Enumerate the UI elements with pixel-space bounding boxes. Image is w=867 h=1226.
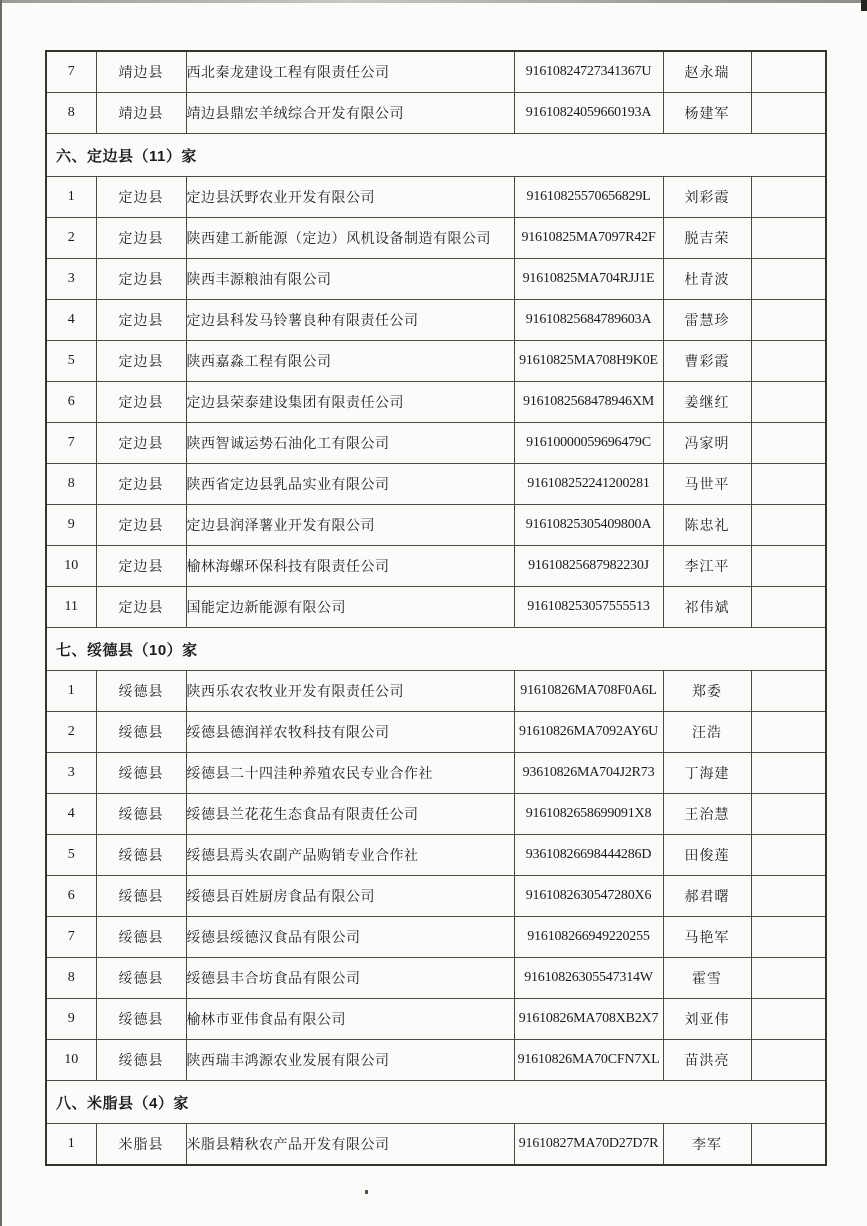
cell-row-number: 1 xyxy=(46,1124,96,1166)
cell-person-name: 祁伟斌 xyxy=(663,587,751,628)
cell-county: 定边县 xyxy=(96,177,186,218)
cell-empty xyxy=(751,794,826,835)
cell-person-name: 赵永瑞 xyxy=(663,51,751,93)
cell-row-number: 10 xyxy=(46,546,96,587)
cell-company-name: 陕西嘉淼工程有限公司 xyxy=(186,341,514,382)
table-row xyxy=(46,958,826,999)
cell-county: 绥德县 xyxy=(96,671,186,712)
scan-edge-left xyxy=(0,0,2,1226)
cell-company-name: 绥德县丰合坊食品有限公司 xyxy=(186,958,514,999)
cell-credit-code: 91610826MA70CFN7XL xyxy=(514,1040,663,1081)
cell-county: 靖边县 xyxy=(96,51,186,93)
cell-empty xyxy=(751,341,826,382)
table-row xyxy=(46,917,826,958)
cell-person-name: 刘亚伟 xyxy=(663,999,751,1040)
table-row xyxy=(46,712,826,753)
cell-county: 绥德县 xyxy=(96,999,186,1040)
cell-company-name: 陕西丰源粮油有限公司 xyxy=(186,259,514,300)
cell-empty xyxy=(751,999,826,1040)
cell-person-name: 郑委 xyxy=(663,671,751,712)
cell-company-name: 陕西建工新能源（定边）风机设备制造有限公司 xyxy=(186,218,514,259)
section-header: 七、绥德县（10）家 xyxy=(46,628,826,671)
cell-person-name: 杨建军 xyxy=(663,93,751,134)
cell-credit-code: 91610825MA708H9K0E xyxy=(514,341,663,382)
cell-county: 绥德县 xyxy=(96,876,186,917)
cell-county: 绥德县 xyxy=(96,1040,186,1081)
scan-speck xyxy=(365,1190,368,1194)
cell-person-name: 苗洪亮 xyxy=(663,1040,751,1081)
table-row xyxy=(46,177,826,218)
cell-county: 定边县 xyxy=(96,382,186,423)
cell-company-name: 绥德县绥德汉食品有限公司 xyxy=(186,917,514,958)
cell-county: 绥德县 xyxy=(96,835,186,876)
cell-company-name: 米脂县精秋农产品开发有限公司 xyxy=(186,1124,514,1166)
cell-row-number: 1 xyxy=(46,177,96,218)
cell-empty xyxy=(751,505,826,546)
cell-row-number: 4 xyxy=(46,794,96,835)
table-row xyxy=(46,300,826,341)
table-row xyxy=(46,464,826,505)
cell-county: 米脂县 xyxy=(96,1124,186,1166)
cell-row-number: 11 xyxy=(46,587,96,628)
cell-empty xyxy=(751,958,826,999)
cell-company-name: 国能定边新能源有限公司 xyxy=(186,587,514,628)
scan-corner-mark xyxy=(861,0,867,11)
cell-credit-code: 9161082630547280X6 xyxy=(514,876,663,917)
cell-company-name: 绥德县焉头农副产品购销专业合作社 xyxy=(186,835,514,876)
cell-empty xyxy=(751,546,826,587)
cell-company-name: 陕西智诚运势石油化工有限公司 xyxy=(186,423,514,464)
cell-person-name: 马艳军 xyxy=(663,917,751,958)
cell-company-name: 定边县科发马铃薯良种有限责任公司 xyxy=(186,300,514,341)
cell-credit-code: 91610825MA7097R42F xyxy=(514,218,663,259)
cell-credit-code: 91610825305409800A xyxy=(514,505,663,546)
cell-company-name: 榆林市亚伟食品有限公司 xyxy=(186,999,514,1040)
cell-empty xyxy=(751,712,826,753)
cell-empty xyxy=(751,177,826,218)
section-header: 八、米脂县（4）家 xyxy=(46,1081,826,1124)
cell-county: 绥德县 xyxy=(96,958,186,999)
table-row xyxy=(46,587,826,628)
cell-credit-code: 91610825687982230J xyxy=(514,546,663,587)
table-row xyxy=(46,546,826,587)
cell-empty xyxy=(751,300,826,341)
cell-row-number: 9 xyxy=(46,999,96,1040)
cell-empty xyxy=(751,1040,826,1081)
cell-county: 定边县 xyxy=(96,300,186,341)
section-header-row xyxy=(46,628,826,671)
cell-county: 绥德县 xyxy=(96,917,186,958)
cell-credit-code: 91610824059660193A xyxy=(514,93,663,134)
cell-row-number: 9 xyxy=(46,505,96,546)
cell-row-number: 5 xyxy=(46,341,96,382)
cell-county: 定边县 xyxy=(96,505,186,546)
cell-company-name: 绥德县兰花花生态食品有限责任公司 xyxy=(186,794,514,835)
cell-company-name: 陕西省定边县乳品实业有限公司 xyxy=(186,464,514,505)
cell-credit-code: 91610825MA704RJJ1E xyxy=(514,259,663,300)
cell-credit-code: 91610826MA708XB2X7 xyxy=(514,999,663,1040)
cell-person-name: 王治慧 xyxy=(663,794,751,835)
cell-empty xyxy=(751,917,826,958)
cell-empty xyxy=(751,423,826,464)
cell-person-name: 刘彩霞 xyxy=(663,177,751,218)
cell-credit-code: 91610824727341367U xyxy=(514,51,663,93)
cell-person-name: 马世平 xyxy=(663,464,751,505)
cell-person-name: 冯家明 xyxy=(663,423,751,464)
cell-county: 定边县 xyxy=(96,259,186,300)
cell-person-name: 李江平 xyxy=(663,546,751,587)
cell-credit-code: 91610825570656829L xyxy=(514,177,663,218)
cell-credit-code: 91610826305547314W xyxy=(514,958,663,999)
cell-empty xyxy=(751,753,826,794)
cell-empty xyxy=(751,876,826,917)
cell-empty xyxy=(751,587,826,628)
cell-credit-code: 916108253057555513 xyxy=(514,587,663,628)
cell-person-name: 丁海建 xyxy=(663,753,751,794)
cell-credit-code: 91610000059696479C xyxy=(514,423,663,464)
table-row xyxy=(46,999,826,1040)
scan-edge-top xyxy=(0,0,867,3)
cell-person-name: 姜继红 xyxy=(663,382,751,423)
cell-county: 绥德县 xyxy=(96,753,186,794)
cell-credit-code: 916108252241200281 xyxy=(514,464,663,505)
cell-county: 定边县 xyxy=(96,587,186,628)
cell-credit-code: 9161082568478946XM xyxy=(514,382,663,423)
cell-person-name: 李军 xyxy=(663,1124,751,1166)
cell-empty xyxy=(751,671,826,712)
cell-row-number: 7 xyxy=(46,917,96,958)
cell-person-name: 杜青波 xyxy=(663,259,751,300)
cell-company-name: 陕西瑞丰鸿源农业发展有限公司 xyxy=(186,1040,514,1081)
cell-row-number: 4 xyxy=(46,300,96,341)
company-table-body xyxy=(46,51,826,1165)
cell-row-number: 7 xyxy=(46,423,96,464)
cell-empty xyxy=(751,835,826,876)
cell-row-number: 8 xyxy=(46,958,96,999)
cell-person-name: 田俊莲 xyxy=(663,835,751,876)
cell-county: 定边县 xyxy=(96,546,186,587)
cell-county: 定边县 xyxy=(96,341,186,382)
cell-credit-code: 91610827MA70D27D7R xyxy=(514,1124,663,1166)
cell-credit-code: 93610826698444286D xyxy=(514,835,663,876)
cell-person-name: 雷慧珍 xyxy=(663,300,751,341)
cell-person-name: 曹彩霞 xyxy=(663,341,751,382)
cell-row-number: 3 xyxy=(46,259,96,300)
cell-row-number: 6 xyxy=(46,876,96,917)
table-row xyxy=(46,505,826,546)
cell-company-name: 绥德县百姓厨房食品有限公司 xyxy=(186,876,514,917)
cell-credit-code: 916108266949220255 xyxy=(514,917,663,958)
cell-county: 定边县 xyxy=(96,423,186,464)
cell-empty xyxy=(751,382,826,423)
cell-row-number: 7 xyxy=(46,51,96,93)
cell-person-name: 霍雪 xyxy=(663,958,751,999)
cell-credit-code: 91610826MA7092AY6U xyxy=(514,712,663,753)
cell-empty xyxy=(751,51,826,93)
cell-company-name: 绥德县德润祥农牧科技有限公司 xyxy=(186,712,514,753)
cell-row-number: 2 xyxy=(46,712,96,753)
table-row xyxy=(46,423,826,464)
cell-credit-code: 93610826MA704J2R73 xyxy=(514,753,663,794)
table-row xyxy=(46,382,826,423)
cell-company-name: 定边县润泽薯业开发有限公司 xyxy=(186,505,514,546)
cell-person-name: 陈忠礼 xyxy=(663,505,751,546)
cell-county: 靖边县 xyxy=(96,93,186,134)
cell-person-name: 汪浩 xyxy=(663,712,751,753)
cell-company-name: 定边县沃野农业开发有限公司 xyxy=(186,177,514,218)
table-row xyxy=(46,1124,826,1166)
cell-row-number: 8 xyxy=(46,93,96,134)
cell-credit-code: 91610826MA708F0A6L xyxy=(514,671,663,712)
table-row xyxy=(46,341,826,382)
cell-county: 绥德县 xyxy=(96,794,186,835)
section-header-row xyxy=(46,1081,826,1124)
cell-company-name: 榆林海螺环保科技有限责任公司 xyxy=(186,546,514,587)
table-row xyxy=(46,794,826,835)
cell-empty xyxy=(751,218,826,259)
cell-row-number: 5 xyxy=(46,835,96,876)
table-row xyxy=(46,1040,826,1081)
cell-empty xyxy=(751,1124,826,1166)
cell-row-number: 2 xyxy=(46,218,96,259)
cell-row-number: 8 xyxy=(46,464,96,505)
cell-county: 绥德县 xyxy=(96,712,186,753)
cell-company-name: 定边县荣泰建设集团有限责任公司 xyxy=(186,382,514,423)
table-row xyxy=(46,753,826,794)
cell-credit-code: 9161082658699091X8 xyxy=(514,794,663,835)
table-row xyxy=(46,671,826,712)
cell-county: 定边县 xyxy=(96,464,186,505)
table-row xyxy=(46,876,826,917)
cell-row-number: 6 xyxy=(46,382,96,423)
table-row xyxy=(46,835,826,876)
table-row xyxy=(46,259,826,300)
cell-company-name: 绥德县二十四洼种养殖农民专业合作社 xyxy=(186,753,514,794)
cell-empty xyxy=(751,259,826,300)
cell-empty xyxy=(751,464,826,505)
cell-company-name: 西北秦龙建设工程有限责任公司 xyxy=(186,51,514,93)
cell-person-name: 脱吉荣 xyxy=(663,218,751,259)
cell-county: 定边县 xyxy=(96,218,186,259)
cell-company-name: 靖边县鼎宏羊绒综合开发有限公司 xyxy=(186,93,514,134)
cell-row-number: 1 xyxy=(46,671,96,712)
cell-credit-code: 91610825684789603A xyxy=(514,300,663,341)
cell-row-number: 3 xyxy=(46,753,96,794)
cell-empty xyxy=(751,93,826,134)
cell-row-number: 10 xyxy=(46,1040,96,1081)
section-header: 六、定边县（11）家 xyxy=(46,134,826,177)
company-table xyxy=(45,50,827,1166)
section-header-row xyxy=(46,134,826,177)
cell-company-name: 陕西乐农农牧业开发有限责任公司 xyxy=(186,671,514,712)
cell-person-name: 郝君曙 xyxy=(663,876,751,917)
table-row xyxy=(46,93,826,134)
table-row xyxy=(46,218,826,259)
table-row xyxy=(46,51,826,93)
